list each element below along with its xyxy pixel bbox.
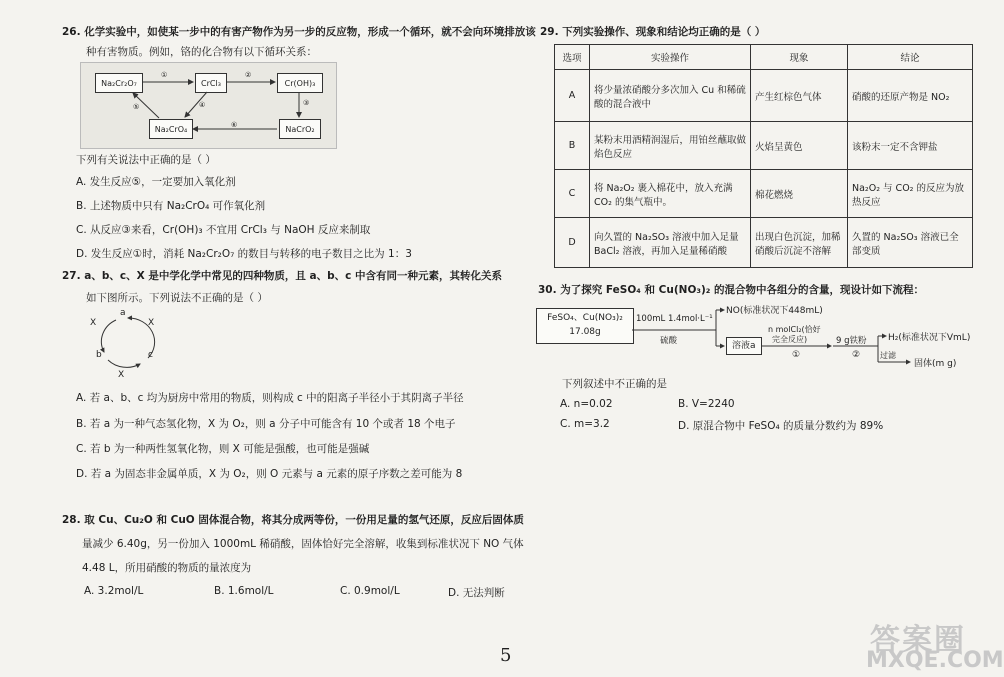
q26-arrows	[81, 63, 336, 148]
q26-option-b: B. 上述物质中只有 Na₂CrO₄ 可作氧化剂	[76, 200, 266, 212]
label-a: a	[120, 308, 126, 318]
step-2: ②	[852, 350, 861, 360]
label-x-right: X	[148, 318, 155, 328]
reagent-label: 硫酸	[660, 336, 678, 346]
filter-label: 过滤	[880, 351, 896, 360]
q27-option-d: D. 若 a 为固态非金属单质，X 为 O₂，则 O 元素与 a 元素的原子序数之差可能为 8	[76, 468, 463, 480]
node-croh3: Cr(OH)₃	[277, 73, 323, 93]
row-phenomenon: 棉花燃烧	[751, 170, 848, 218]
row-option: C	[555, 170, 590, 218]
q30-stem: 下列叙述中不正确的是	[562, 378, 667, 390]
solution-a-box: 溶液a	[726, 337, 762, 355]
label-b: b	[96, 350, 102, 360]
node-na2cro4: Na₂CrO₄	[149, 119, 193, 139]
q28-option-a: A. 3.2mol/L	[84, 585, 144, 597]
q28-option-b: B. 1.6mol/L	[214, 585, 274, 597]
q28-option-d: D. 无法判断	[448, 587, 505, 599]
q27-cycle-diagram	[86, 308, 166, 383]
row-conclusion: Na₂O₂ 与 CO₂ 的反应为放热反应	[848, 170, 973, 218]
q29-title: 29. 下列实验操作、现象和结论均正确的是（ ）	[540, 26, 766, 38]
header-conclusion: 结论	[848, 45, 973, 70]
q30-flow-diagram	[536, 300, 976, 372]
q30-option-a: A. n=0.02	[560, 398, 613, 410]
row-conclusion: 硝酸的还原产物是 NO₂	[848, 70, 973, 122]
q26-stem: 下列有关说法中正确的是（ ）	[76, 154, 216, 166]
q28-line2: 量减少 6.40g，另一份加入 1000mL 稀硝酸，固体恰好完全溶解，收集到标准状况下 NO 气体	[82, 538, 524, 550]
h2-product: H₂(标准状况下VmL)	[888, 333, 971, 343]
step-1: ①	[792, 350, 801, 360]
header-phenomenon: 现象	[751, 45, 848, 70]
q30-option-b: B. V=2240	[678, 398, 735, 410]
row-operation: 将 Na₂O₂ 裹入棉花中，放入充满 CO₂ 的集气瓶中。	[590, 170, 751, 218]
q30-title: 30. 为了探究 FeSO₄ 和 Cu(NO₃)₂ 的混合物中各组分的含量，现设计如下流程：	[538, 284, 925, 296]
q30-option-d: D. 原混合物中 FeSO₄ 的质量分数约为 89%	[678, 420, 884, 432]
label-5: ⑤	[133, 103, 140, 111]
table-row	[555, 122, 973, 170]
q26-title-line2: 种有害物质。例如，铬的化合物有以下循环关系：	[86, 46, 317, 58]
label-x-left: X	[90, 318, 97, 328]
page-number: 5	[500, 645, 512, 666]
q26-option-d: D. 发生反应①时，消耗 Na₂Cr₂O₇ 的数目与转移的电子数目之比为 1：3	[76, 248, 412, 260]
header-option: 选项	[555, 45, 590, 70]
q28-line1: 28. 取 Cu、Cu₂O 和 CuO 固体混合物，将其分成两等份，一份用足量的氢气还原，反应后固体质	[62, 514, 524, 526]
q29-table	[554, 44, 973, 268]
label-c: c	[148, 350, 153, 360]
q28-option-c: C. 0.9mol/L	[340, 585, 400, 597]
row-operation: 将少量浓硝酸分多次加入 Cu 和稀硫酸的混合液中	[590, 70, 751, 122]
no-product: NO(标准状况下448mL)	[726, 306, 823, 316]
table-row	[555, 70, 973, 122]
label-1: ①	[161, 71, 168, 79]
row-phenomenon: 产生红棕色气体	[751, 70, 848, 122]
q27-title: 27. a、b、c、X 是中学化学中常见的四种物质，且 a、b、c 中含有同一种元素，其转化关系	[62, 270, 502, 282]
q26-option-c: C. 从反应③来看，Cr(OH)₃ 不宜用 CrCl₃ 与 NaOH 反应来制取	[76, 224, 371, 236]
label-6: ⑥	[231, 121, 238, 129]
q27-title-line2: 如下图所示。下列说法不正确的是（ ）	[86, 292, 268, 304]
q27-option-a: A. 若 a、b、c 均为厨房中常用的物质，则构成 c 中的阳离子半径小于其阴离子半径	[76, 392, 464, 404]
q26-option-a: A. 发生反应⑤，一定要加入氧化剂	[76, 176, 236, 188]
iron-powder: 9 g铁粉	[836, 336, 867, 346]
cl2-reagent: n molCl₂(恰好	[768, 325, 821, 334]
row-conclusion: 该粉末一定不含钾盐	[848, 122, 973, 170]
table-row	[555, 218, 973, 268]
reagent-sulfuric: 100mL 1.4mol·L⁻¹	[636, 314, 713, 324]
q27-option-c: C. 若 b 为一种两性氢氧化物，则 X 可能是强酸，也可能是强碱	[76, 443, 370, 455]
label-2: ②	[245, 71, 252, 79]
label-x-bottom: X	[118, 370, 125, 380]
row-operation: 某粉末用酒精润湿后，用铂丝蘸取做焰色反应	[590, 122, 751, 170]
node-nacro2: NaCrO₂	[279, 119, 321, 139]
cl2-condition: 完全反应)	[772, 335, 808, 344]
mixture-mass: 17.08g	[569, 327, 601, 337]
q27-option-b: B. 若 a 为一种气态氢化物，X 为 O₂，则 a 分子中可能含有 10 个或者 18 个电子	[76, 418, 456, 430]
node-crcl3: CrCl₃	[195, 73, 227, 93]
row-conclusion: 久置的 Na₂SO₃ 溶液已全部变质	[848, 218, 973, 268]
table-header-row	[555, 45, 973, 70]
q26-cycle-diagram	[80, 62, 337, 149]
watermark-url: MXQE.COM	[866, 648, 1004, 673]
row-option: B	[555, 122, 590, 170]
row-option: A	[555, 70, 590, 122]
mixture-label: FeSO₄、Cu(NO₃)₂	[547, 313, 623, 323]
table-row	[555, 170, 973, 218]
q26-title: 26. 化学实验中，如使某一步中的有害产物作为另一步的反应物，形成一个循环，就不会向环境排放该	[62, 26, 536, 38]
row-phenomenon: 出现白色沉淀，加稀硝酸后沉淀不溶解	[751, 218, 848, 268]
q30-option-c: C. m=3.2	[560, 418, 610, 430]
q28-line3: 4.48 L，所用硝酸的物质的量浓度为	[82, 562, 252, 574]
label-3: ③	[303, 99, 310, 107]
node-na2cr2o7: Na₂Cr₂O₇	[95, 73, 143, 93]
header-operation: 实验操作	[590, 45, 751, 70]
watermark-logo: 答案圈	[870, 623, 966, 658]
row-operation: 向久置的 Na₂SO₃ 溶液中加入足量 BaCl₂ 溶液，再加入足量稀硝酸	[590, 218, 751, 268]
label-4: ④	[199, 101, 206, 109]
row-phenomenon: 火焰呈黄色	[751, 122, 848, 170]
row-option: D	[555, 218, 590, 268]
solid-product: 固体(m g)	[914, 359, 957, 369]
